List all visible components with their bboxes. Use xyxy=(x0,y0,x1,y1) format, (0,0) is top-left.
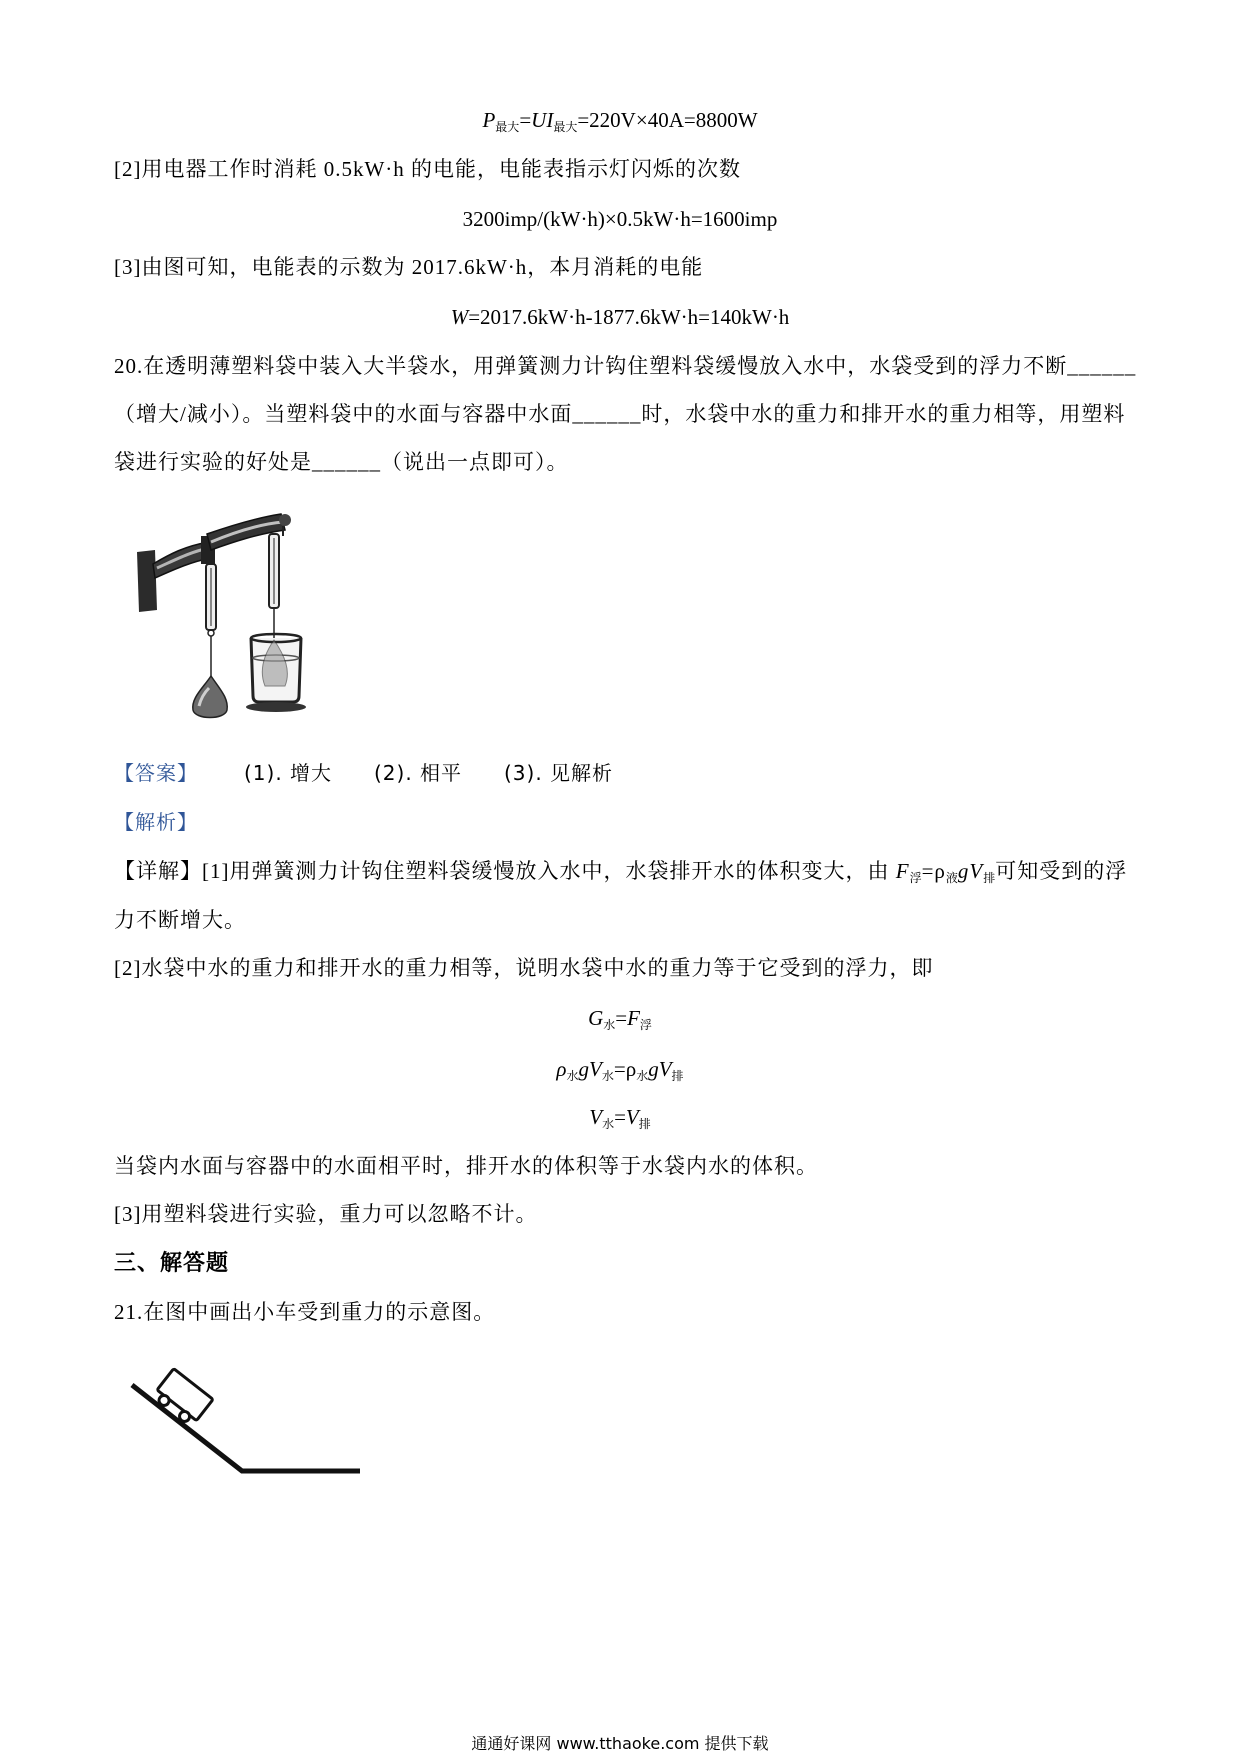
formula-subscript: 最大 xyxy=(553,120,578,134)
formula-subscript: 液 xyxy=(945,871,958,885)
formula-symbol-f: F xyxy=(895,859,910,883)
answer-item-1: (1). 增大 xyxy=(244,761,333,785)
formula-flash-count: 3200imp/(kW·h)×0.5kW·h=1600imp xyxy=(462,207,778,231)
formula-symbol-v: V xyxy=(589,1105,603,1129)
formula-equals-rho: =ρ xyxy=(921,859,946,883)
formula-max-power xyxy=(0,107,1240,133)
question-20-stem-line-3: 袋进行实验的好处是______（说出一点即可）。 xyxy=(114,450,569,474)
formula-result: =220V×40A=8800W xyxy=(577,108,758,132)
formula-symbol-p: P xyxy=(482,108,496,132)
formula-symbol-w: W xyxy=(450,305,469,329)
question-20-stem-line-1: 20.在透明薄塑料袋中装入大半袋水，用弹簧测力计钩住塑料袋缓慢放入水中，水袋受到的浮力不断______ xyxy=(114,354,1137,378)
question-20-stem-line-2: （增大/减小）。当塑料袋中的水面与容器中水面______时，水袋中水的重力和排开水的重力相等，用塑料 xyxy=(114,402,1126,426)
formula-symbol-ui: UI xyxy=(531,108,554,132)
formula-subscript: 排 xyxy=(983,871,996,885)
formula-subscript: 水 xyxy=(566,1069,579,1083)
formula-subscript: 最大 xyxy=(495,120,520,134)
spring-scale-experiment-figure xyxy=(135,506,307,726)
answer-tag: 【答案】 xyxy=(114,761,198,785)
formula-symbol-v: V xyxy=(969,859,984,883)
page-footer: 通通好课网 www.tthaoke.com 提供下载 xyxy=(471,1734,769,1753)
formula-symbol-g: g xyxy=(578,1057,590,1081)
detail-line-3: [2]水袋中水的重力和排开水的重力相等，说明水袋中水的重力等于它受到的浮力，即 xyxy=(114,956,934,980)
formula-subscript: 浮 xyxy=(909,871,922,885)
formula-symbol-v: V xyxy=(658,1057,672,1081)
solution-step-3: [3]由图可知，电能表的示数为 2017.6kW·h，本月消耗的电能 xyxy=(114,255,704,279)
detail-text: 可知受到的浮 xyxy=(995,859,1128,883)
formula-equals-rho: =ρ xyxy=(613,1057,637,1081)
formula-subscript: 水 xyxy=(601,1069,614,1083)
car-on-incline-illustration xyxy=(124,1349,374,1479)
formula-subscript: 水 xyxy=(603,1018,616,1032)
car-on-incline-figure xyxy=(124,1349,374,1479)
formula-result: =2017.6kW·h-1877.6kW·h=140kW·h xyxy=(468,305,790,329)
detail-line-4: 当袋内水面与容器中的水面相平时，排开水的体积等于水袋内水的体积。 xyxy=(114,1154,818,1178)
formula-equals: = xyxy=(519,108,532,132)
formula-symbol-g: G xyxy=(588,1006,604,1030)
detail-line-5: [3]用塑料袋进行实验，重力可以忽略不计。 xyxy=(114,1202,538,1226)
formula-subscript: 排 xyxy=(638,1117,651,1131)
analysis-tag: 【解析】 xyxy=(114,810,198,834)
section-heading: 三、解答题 xyxy=(114,1250,230,1275)
question-20-answer xyxy=(114,760,814,786)
question-21-stem: 21.在图中画出小车受到重力的示意图。 xyxy=(114,1300,496,1324)
equation-1 xyxy=(0,1005,1240,1031)
equation-3 xyxy=(0,1104,1240,1130)
formula-symbol-g: g xyxy=(957,859,970,883)
formula-symbol-g: g xyxy=(648,1057,659,1081)
equation-2 xyxy=(0,1056,1240,1082)
formula-symbol-f: F xyxy=(627,1006,640,1030)
detail-text: 【详解】[1]用弹簧测力计钩住塑料袋缓慢放入水中，水袋排开水的体积变大，由 xyxy=(114,859,896,883)
answer-item-3: (3). 见解析 xyxy=(504,761,614,785)
formula-subscript: 水 xyxy=(636,1069,649,1083)
formula-equals: = xyxy=(614,1105,626,1129)
answer-item-2: (2). 相平 xyxy=(374,761,463,785)
formula-subscript: 浮 xyxy=(639,1018,652,1032)
formula-equals: = xyxy=(615,1006,628,1030)
formula-subscript: 水 xyxy=(602,1117,615,1131)
formula-symbol-rho: ρ xyxy=(556,1057,567,1081)
formula-energy xyxy=(0,304,1240,330)
detail-line-2: 力不断增大。 xyxy=(114,908,246,932)
detail-line-1 xyxy=(114,858,1127,884)
spring-scale-illustration xyxy=(135,506,307,726)
formula-subscript: 排 xyxy=(671,1069,684,1083)
solution-step-2: [2]用电器工作时消耗 0.5kW·h 的电能，电能表指示灯闪烁的次数 xyxy=(114,157,742,181)
formula-symbol-v: V xyxy=(625,1105,639,1129)
formula-symbol-v: V xyxy=(589,1057,602,1081)
